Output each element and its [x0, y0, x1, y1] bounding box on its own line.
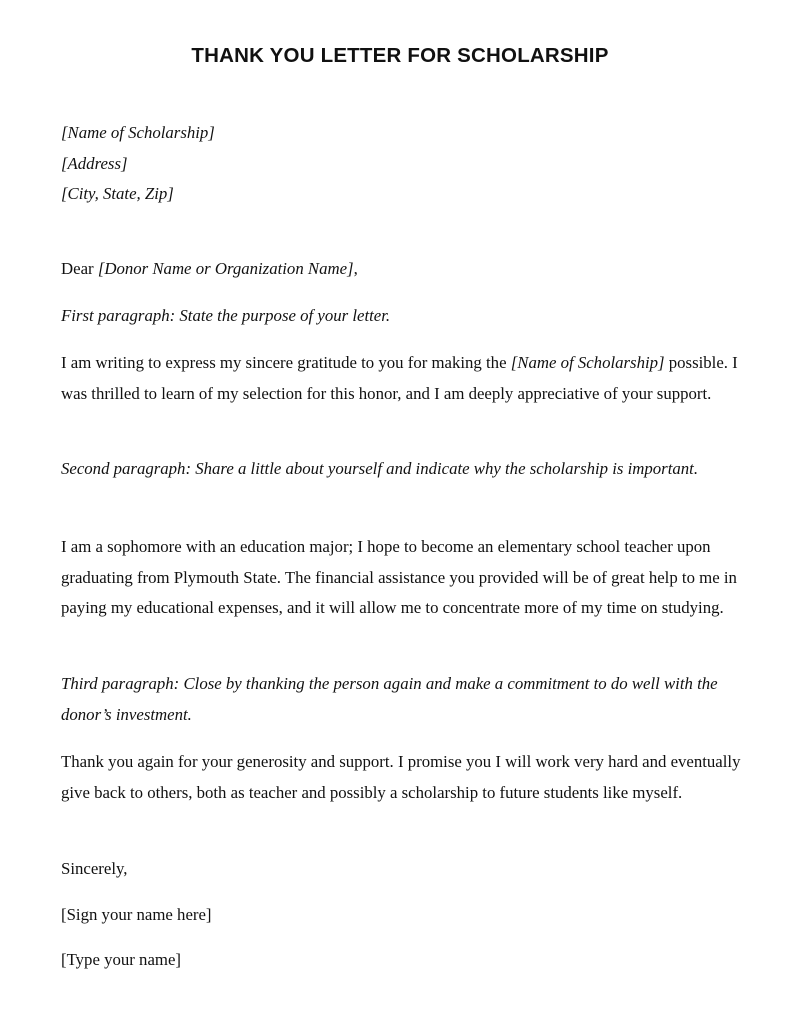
typed-name-placeholder: [Type your name] — [61, 950, 181, 969]
salutation — [61, 254, 741, 285]
signature-placeholder: [Sign your name here] — [61, 905, 212, 924]
paragraph2-body: I am a sophomore with an education major; I hope to become an elementary school teacher upon graduating from Plymouth State. The financial assistance you provided will be of great help to me in paying my educational expenses, and it will allow me to concentrate more of my time on studying. — [61, 537, 737, 617]
paragraph3-instruction: Third paragraph: Close by thanking the person again and make a commitment to do well with the donor’s investment. — [61, 674, 718, 724]
closing: Sincerely, — [61, 859, 128, 878]
paragraph3-body: Thank you again for your generosity and support. I promise you I will work very hard and eventually give back to others, both as teacher and possibly a scholarship to future students like myself. — [61, 752, 741, 802]
paragraph1-scholarship-placeholder: [Name of Scholarship] — [510, 353, 665, 372]
salutation-prefix: Dear — [61, 259, 98, 278]
document-title: THANK YOU LETTER FOR SCHOLARSHIP — [191, 44, 609, 67]
salutation-suffix: , — [353, 259, 358, 278]
paragraph1-body — [61, 348, 741, 409]
paragraph2-instruction: Second paragraph: Share a little about yourself and indicate why the scholarship is important. — [61, 459, 699, 478]
salutation-donor-name: [Donor Name or Organization Name] — [97, 259, 354, 278]
paragraph1-instruction: First paragraph: State the purpose of your letter. — [61, 306, 391, 325]
address-line-street: [Address] — [61, 153, 128, 173]
recipient-address — [61, 118, 741, 210]
paragraph1-text-after: possible. I was thrilled to learn of my selection for this honor, and I am deeply appreciative of your support. — [61, 353, 738, 403]
address-line-scholarship: [Name of Scholarship] — [61, 123, 215, 142]
paragraph1-text-before: I am writing to express my sincere gratitude to you for making the — [61, 353, 511, 372]
address-line-city: [City, State, Zip] — [61, 184, 174, 203]
